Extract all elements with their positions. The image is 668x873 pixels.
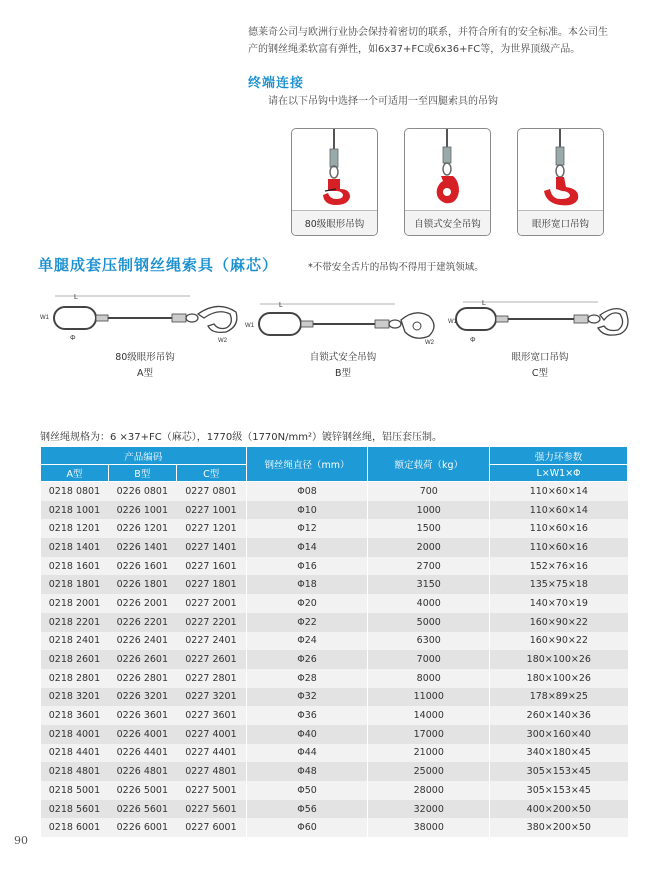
header-diameter: 钢丝绳直径（mm）	[246, 447, 368, 482]
cell-code-c: 0227 4801	[176, 762, 246, 781]
table-row	[41, 706, 628, 725]
table-row	[41, 594, 628, 613]
cell-ring: 305×153×45	[490, 762, 628, 781]
selflocking-hook-image	[405, 129, 490, 209]
cell-ring: 110×60×14	[490, 482, 628, 501]
cell-ring: 400×200×50	[490, 800, 628, 819]
cell-load: 25000	[368, 762, 490, 781]
cell-ring: 140×70×19	[490, 594, 628, 613]
dim-l-label-b: L	[279, 302, 283, 309]
cell-ring: 260×140×36	[490, 706, 628, 725]
cell-code-a: 0218 1001	[41, 501, 109, 520]
header-ring-dims: L×W1×Φ	[490, 465, 628, 482]
cell-ring: 135×75×18	[490, 575, 628, 594]
cell-code-c: 0227 4001	[176, 725, 246, 744]
header-type-c: C型	[176, 465, 246, 482]
cell-code-a: 0218 3601	[41, 706, 109, 725]
cell-ring: 110×60×14	[490, 501, 628, 520]
cell-code-b: 0226 2401	[108, 632, 176, 651]
table-row	[41, 501, 628, 520]
cell-code-a: 0218 2601	[41, 650, 109, 669]
cell-code-c: 0227 5001	[176, 781, 246, 800]
cell-code-a: 0218 2001	[41, 594, 109, 613]
cell-ring: 180×100×26	[490, 669, 628, 688]
cell-diameter: Φ14	[246, 538, 368, 557]
hook-card-eye	[291, 128, 378, 236]
cell-code-b: 0226 4801	[108, 762, 176, 781]
cell-code-c: 0227 2001	[176, 594, 246, 613]
header-type-a: A型	[41, 465, 109, 482]
cell-code-c: 0227 2201	[176, 613, 246, 632]
cell-code-b: 0226 3201	[108, 688, 176, 707]
cell-code-a: 0218 1401	[41, 538, 109, 557]
cell-code-c: 0227 0801	[176, 482, 246, 501]
product-table	[40, 446, 628, 837]
hook-caption-widemouth: 眼形宽口吊钩	[518, 210, 603, 235]
eye-hook-image	[292, 129, 377, 209]
table-row	[41, 781, 628, 800]
header-load: 额定载荷（kg）	[368, 447, 490, 482]
cell-code-a: 0218 1201	[41, 519, 109, 538]
intro-paragraph	[248, 24, 648, 58]
diagram-b-type: B型	[334, 368, 352, 379]
cell-ring: 110×60×16	[490, 538, 628, 557]
cell-load: 32000	[368, 800, 490, 819]
cell-code-c: 0227 2601	[176, 650, 246, 669]
cell-ring: 380×200×50	[490, 818, 628, 837]
diagram-c-name: 眼形宽口吊钩	[511, 352, 569, 363]
cell-load: 6300	[368, 632, 490, 651]
cell-code-a: 0218 2401	[41, 632, 109, 651]
cell-code-b: 0226 2201	[108, 613, 176, 632]
diagram-c-label	[480, 350, 600, 382]
table-row	[41, 575, 628, 594]
main-title: 单腿成套压制钢丝绳索具（麻芯）	[38, 256, 279, 274]
intro-line-2: 产的钢丝绳柔软富有弹性，如6x37+FC或6x36+FC等，为世界顶级产品。	[248, 44, 581, 55]
cell-diameter: Φ10	[246, 501, 368, 520]
cell-diameter: Φ36	[246, 706, 368, 725]
cell-code-a: 0218 5001	[41, 781, 109, 800]
dim-w2-label: W2	[218, 338, 227, 344]
terminal-section-title: 终端连接	[248, 76, 305, 91]
cell-ring: 305×153×45	[490, 781, 628, 800]
dim-w1-label: W1	[40, 315, 49, 321]
widemouth-hook-image	[518, 129, 603, 209]
cell-code-c: 0227 1201	[176, 519, 246, 538]
cell-load: 1000	[368, 501, 490, 520]
cell-diameter: Φ28	[246, 669, 368, 688]
diagram-a	[40, 290, 245, 350]
cell-ring: 300×160×40	[490, 725, 628, 744]
table-row	[41, 669, 628, 688]
cell-code-a: 0218 4001	[41, 725, 109, 744]
cell-code-b: 0226 1401	[108, 538, 176, 557]
cell-load: 8000	[368, 669, 490, 688]
cell-code-c: 0227 1601	[176, 557, 246, 576]
diagram-b	[245, 290, 445, 350]
cell-diameter: Φ48	[246, 762, 368, 781]
cell-code-c: 0227 2801	[176, 669, 246, 688]
table-row	[41, 744, 628, 763]
table-row	[41, 519, 628, 538]
cell-code-b: 0226 2001	[108, 594, 176, 613]
page-number: 90	[14, 834, 28, 847]
cell-code-b: 0226 2801	[108, 669, 176, 688]
cell-code-b: 0226 2601	[108, 650, 176, 669]
cell-code-c: 0227 1401	[176, 538, 246, 557]
cell-load: 7000	[368, 650, 490, 669]
cell-ring: 340×180×45	[490, 744, 628, 763]
rope-spec-text: 钢丝绳规格为：6 ×37+FC（麻芯），1770级（1770N/mm²）镀锌钢丝绳，铝压套压制。	[40, 432, 442, 443]
dim-w2-label-b: W2	[425, 340, 434, 346]
cell-code-c: 0227 1801	[176, 575, 246, 594]
table-row	[41, 632, 628, 651]
table-body	[41, 482, 628, 838]
cell-diameter: Φ60	[246, 818, 368, 837]
cell-diameter: Φ26	[246, 650, 368, 669]
cell-load: 28000	[368, 781, 490, 800]
cell-diameter: Φ50	[246, 781, 368, 800]
cell-code-a: 0218 0801	[41, 482, 109, 501]
hook-card-widemouth	[517, 128, 604, 236]
cell-ring: 160×90×22	[490, 613, 628, 632]
cell-diameter: Φ20	[246, 594, 368, 613]
cell-diameter: Φ40	[246, 725, 368, 744]
table-row	[41, 557, 628, 576]
cell-load: 4000	[368, 594, 490, 613]
cell-code-c: 0227 6001	[176, 818, 246, 837]
cell-code-a: 0218 4801	[41, 762, 109, 781]
diagram-c-type: C型	[531, 368, 549, 379]
cell-code-b: 0226 5601	[108, 800, 176, 819]
cell-diameter: Φ24	[246, 632, 368, 651]
cell-code-b: 0226 0801	[108, 482, 176, 501]
cell-code-b: 0226 1801	[108, 575, 176, 594]
cell-code-c: 0227 1001	[176, 501, 246, 520]
cell-diameter: Φ44	[246, 744, 368, 763]
cell-ring: 152×76×16	[490, 557, 628, 576]
hook-card-selflocking	[404, 128, 491, 236]
cell-load: 1500	[368, 519, 490, 538]
cell-load: 21000	[368, 744, 490, 763]
hook-caption-eye: 80级眼形吊钩	[292, 210, 377, 235]
cell-code-a: 0218 6001	[41, 818, 109, 837]
diagram-b-name: 自锁式安全吊钩	[309, 352, 377, 363]
hook-caption-selflocking: 自锁式安全吊钩	[405, 210, 490, 235]
cell-load: 2700	[368, 557, 490, 576]
table-row	[41, 725, 628, 744]
cell-code-c: 0227 3201	[176, 688, 246, 707]
cell-code-b: 0226 1601	[108, 557, 176, 576]
dim-l-label: L	[74, 294, 78, 301]
cell-diameter: Φ32	[246, 688, 368, 707]
cell-code-c: 0227 4401	[176, 744, 246, 763]
table-row	[41, 482, 628, 501]
header-type-b: B型	[108, 465, 176, 482]
cell-code-b: 0226 3601	[108, 706, 176, 725]
cell-code-b: 0226 4001	[108, 725, 176, 744]
cell-ring: 110×60×16	[490, 519, 628, 538]
cell-code-a: 0218 3201	[41, 688, 109, 707]
diagram-a-type: A型	[137, 368, 153, 379]
cell-code-c: 0227 3601	[176, 706, 246, 725]
cell-load: 38000	[368, 818, 490, 837]
header-product-code: 产品编码	[41, 447, 247, 465]
terminal-section-desc: 请在以下吊钩中选择一个可适用一至四腿索具的吊钩	[268, 96, 498, 107]
cell-code-b: 0226 4401	[108, 744, 176, 763]
cell-diameter: Φ18	[246, 575, 368, 594]
table-row	[41, 800, 628, 819]
table-row	[41, 688, 628, 707]
cell-code-b: 0226 5001	[108, 781, 176, 800]
cell-code-b: 0226 1201	[108, 519, 176, 538]
cell-diameter: Φ22	[246, 613, 368, 632]
cell-load: 11000	[368, 688, 490, 707]
dim-w1-label-c: W1	[448, 319, 457, 325]
cell-ring: 180×100×26	[490, 650, 628, 669]
cell-code-b: 0226 6001	[108, 818, 176, 837]
cell-ring: 160×90×22	[490, 632, 628, 651]
header-ring-params: 强力环参数	[490, 447, 628, 465]
diagram-a-name: 80级眼形吊钩	[115, 352, 175, 363]
cell-code-c: 0227 5601	[176, 800, 246, 819]
cell-code-a: 0218 1801	[41, 575, 109, 594]
cell-load: 17000	[368, 725, 490, 744]
table-row	[41, 762, 628, 781]
cell-load: 3150	[368, 575, 490, 594]
intro-line-1: 德莱奇公司与欧洲行业协会保持着密切的联系，并符合所有的安全标准。本公司生	[248, 27, 608, 38]
diagram-b-label	[283, 350, 403, 382]
diagram-a-label	[85, 350, 205, 382]
cell-code-c: 0227 2401	[176, 632, 246, 651]
cell-code-a: 0218 2201	[41, 613, 109, 632]
table-row	[41, 538, 628, 557]
cell-load: 700	[368, 482, 490, 501]
dim-phi-label-c: Φ	[470, 337, 476, 344]
dim-w1-label-b: W1	[245, 323, 254, 329]
cell-code-a: 0218 4401	[41, 744, 109, 763]
table-row	[41, 650, 628, 669]
cell-code-a: 0218 1601	[41, 557, 109, 576]
cell-diameter: Φ12	[246, 519, 368, 538]
cell-load: 5000	[368, 613, 490, 632]
cell-code-a: 0218 2801	[41, 669, 109, 688]
cell-ring: 178×89×25	[490, 688, 628, 707]
table-row	[41, 818, 628, 837]
cell-code-a: 0218 5601	[41, 800, 109, 819]
construction-note: *不带安全舌片的吊钩不得用于建筑领域。	[308, 262, 484, 273]
diagram-c	[448, 290, 638, 350]
cell-diameter: Φ56	[246, 800, 368, 819]
table-row	[41, 613, 628, 632]
cell-load: 2000	[368, 538, 490, 557]
dim-phi-label: Φ	[70, 335, 76, 342]
cell-diameter: Φ16	[246, 557, 368, 576]
cell-code-b: 0226 1001	[108, 501, 176, 520]
cell-diameter: Φ08	[246, 482, 368, 501]
cell-load: 14000	[368, 706, 490, 725]
dim-l-label-c: L	[482, 300, 486, 307]
